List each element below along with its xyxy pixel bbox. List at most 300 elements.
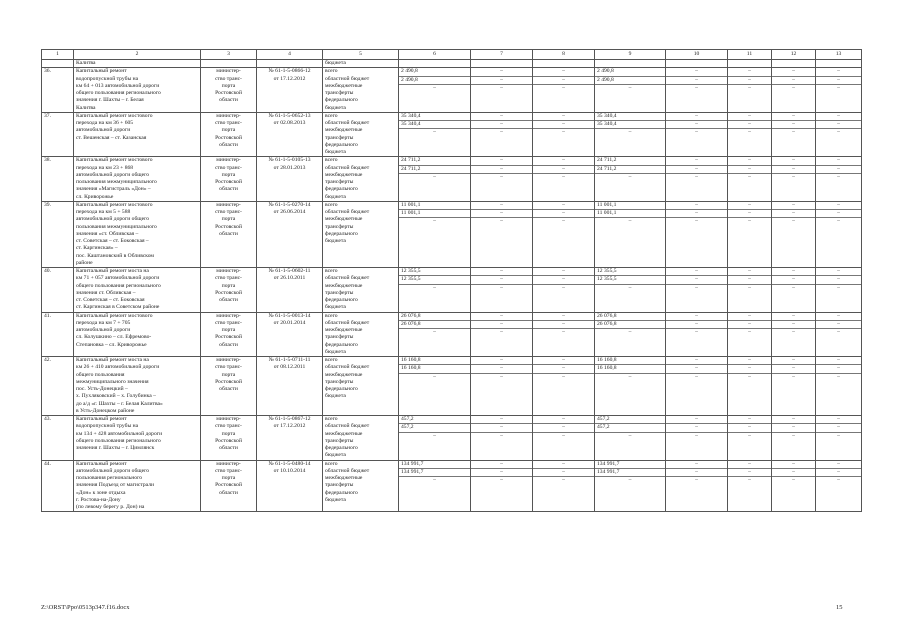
value-line: – [816,424,861,432]
value-line: – [816,321,861,329]
value-line: – [666,321,727,329]
value-line: – [748,373,751,380]
value-cell [772,68,816,113]
cell-line: Капитальный ремонт моста на [76,357,149,363]
cell-line: автомобильной дороги общего [76,467,150,474]
value-cell [728,201,772,267]
value-line: 134 991,7 [595,469,665,477]
value-line: – [433,432,436,439]
table-body [42,60,862,512]
value-line: – [837,329,840,335]
cell-line: федерального [325,489,358,496]
cell-line: порта [221,282,236,289]
cell-line: министер- [216,268,241,274]
value-line: – [533,313,594,321]
value-line: 24 711,2 [399,157,470,165]
value-line: – [816,365,861,373]
value-line: – [772,357,815,365]
cell-line: пос. Каштановский в Обливском [76,252,154,259]
value-line: – [666,313,727,321]
object-name [74,201,201,267]
value-cell [772,416,816,461]
cell-line: бюджета [325,348,346,355]
value-line: – [500,373,503,380]
cell-line: порта [221,127,236,134]
cell-line: трансферты [325,482,354,489]
customer [201,357,257,416]
document-number [257,357,323,416]
cell-line: значения г. Шахты – г. Цимлянск [76,445,155,451]
cell-line: (по левому берегу р. Дон) на [76,504,145,510]
cell-line: Капитальный ремонт мостового [76,157,153,164]
cell-line: значения ст. Обливская – [76,289,136,296]
value-line: – [792,218,795,225]
value-line: 11 001,1 [595,210,665,218]
value-line: – [816,461,861,469]
cell-line: порта [221,327,236,333]
funding-source [323,201,399,267]
cell-line: областной бюджет [325,319,370,326]
value-line: – [533,365,594,373]
value-line: – [500,173,503,180]
value-line: – [728,68,771,76]
value-line: – [816,166,861,174]
header-cell: 6 [399,50,471,60]
value-line: – [562,218,565,225]
value-line: – [772,121,815,129]
value-cell [816,68,862,113]
customer [201,416,257,461]
table-row [42,312,862,357]
cell-line: от 08.12.2011 [273,364,306,371]
continuation-source: бюджета [323,60,399,68]
cell-line: водопропускной трубы на [76,75,139,82]
cell-line: областной бюджет [325,364,370,371]
value-cell [595,112,666,157]
value-line: – [792,477,795,483]
cell-line: порта [221,216,236,223]
value-line: – [816,77,861,85]
customer [201,68,257,113]
value-line: – [837,373,840,380]
value-line: 26 076,8 [595,321,665,329]
value-cell [595,357,666,416]
cell-line: Степановка – сл. Криворожье [76,341,147,348]
value-line: – [666,424,727,432]
value-line: – [695,284,698,291]
value-cell [816,460,862,512]
value-line: – [728,276,771,284]
value-line: 12 355,5 [595,276,665,284]
value-cell [533,357,595,416]
value-line: – [500,84,503,91]
funding-source [323,268,399,313]
customer [201,460,257,512]
cell-line: области [219,445,238,451]
header-cell: 7 [471,50,533,60]
cell-line: межбюджетные [325,430,363,437]
cell-line: до а/д «г. Шахты – г. Белая Калитва» [76,400,163,407]
value-line: 2 490,8 [399,68,470,76]
value-line: 24 711,2 [399,166,470,174]
value-line: – [772,268,815,276]
customer [201,157,257,202]
value-line: – [728,157,771,165]
header-cell: 3 [201,50,257,60]
value-line: – [728,365,771,373]
value-line: 26 076,8 [595,313,665,321]
value-cell [595,268,666,313]
object-name [74,112,201,157]
value-line: 11 001,1 [399,210,470,218]
value-line: 11 001,1 [399,202,470,210]
value-line: – [533,461,594,469]
cell-line: районе [76,259,93,266]
cell-line: всего [325,357,338,363]
cell-line: от 26.10.2011 [273,275,306,282]
value-line: – [837,173,840,180]
cell-line: порта [221,82,236,89]
value-line: 35 340,4 [595,121,665,129]
cell-line: межбюджетные [325,127,363,134]
value-line: – [562,329,565,335]
row-number: 38. [42,157,74,202]
cell-line: г. Ростова-на-Дону [76,496,121,503]
value-line: – [628,173,632,180]
cell-line: бюджета [325,149,346,155]
cell-line: общего пользования [76,371,125,378]
header-cell: 8 [533,50,595,60]
value-line: 2 490,8 [595,68,665,76]
funding-source [323,357,399,416]
value-cell [399,112,471,157]
cell-line: ство транс- [215,120,242,126]
value-line: – [816,121,861,129]
value-line: – [728,321,771,329]
cell-line: области [219,489,238,496]
cell-line: ство транс- [215,319,242,326]
object-name [74,157,201,202]
value-cell [533,68,595,113]
header-cell: 9 [595,50,666,60]
value-line: – [772,416,815,424]
value-line: – [666,77,727,85]
cell-line: трансферты [325,90,354,96]
value-cell [533,201,595,267]
cell-line: автомобильной дороги общего [76,216,150,223]
value-line: – [433,284,436,291]
cell-line: от 10.10.2014 [273,467,306,474]
value-line: – [533,157,594,165]
cell-line: км 64 + 013 автомобильной дороги [76,82,160,89]
table-row [42,201,862,267]
cell-line: всего [325,312,338,319]
value-line: – [471,276,532,284]
cell-line: федерального [325,230,358,237]
value-line: – [628,129,632,136]
value-line: – [433,329,436,335]
value-cell [772,112,816,157]
value-cell [772,268,816,313]
cell-line: трансферты [325,289,354,296]
value-line: – [816,157,861,165]
document-number [257,68,323,113]
customer [201,201,257,267]
cell-line: Калитва [76,104,96,111]
value-line: – [471,357,532,365]
cell-line: бюджета [325,193,346,200]
value-line: – [772,365,815,373]
value-cell [666,460,728,512]
cell-line: сл. Колушкино – сл. Ефремово- [76,334,152,341]
cell-line: пользования межмуниципального [76,223,157,230]
cell-line: ст. Советская – ст. Боковская – [76,238,149,244]
cell-line: бюджета [325,304,346,311]
cell-line: № 61-1-5-0013-14 [268,312,311,319]
cell-line: порта [221,171,236,178]
value-line: – [471,424,532,432]
value-line: – [837,477,840,483]
cell-line: от 17.12.2012 [273,75,306,82]
value-line: – [533,121,594,129]
value-line: 26 076,8 [399,313,470,321]
value-cell [471,268,533,313]
document-page [41,49,861,512]
cell-line: общего пользования регионального [76,437,161,444]
value-line: 16 160,8 [399,357,470,365]
value-line: – [772,166,815,174]
value-cell [728,460,772,512]
value-line: 16 160,8 [399,365,470,373]
value-line: – [666,276,727,284]
cell-line: министер- [216,157,241,164]
value-line: – [666,461,727,469]
value-line: – [533,469,594,477]
header-cell: 12 [772,50,816,60]
value-cell [595,201,666,267]
funding-source [323,112,399,157]
value-cell [399,416,471,461]
object-name [74,460,201,512]
value-line: – [728,113,771,121]
value-line: – [772,313,815,321]
value-line: – [533,416,594,424]
value-line: – [772,276,815,284]
cell-line: министер- [216,312,241,319]
funding-source [323,68,399,113]
value-cell [728,68,772,113]
value-line: – [471,268,532,276]
header-cell: 1 [42,50,74,60]
value-cell [772,157,816,202]
value-cell [533,312,595,357]
cell-line: общего пользования регионального [76,282,161,289]
value-cell [816,112,862,157]
value-cell [772,201,816,267]
value-line: – [837,284,840,291]
cell-line: Ростовской [215,134,242,141]
value-cell [728,357,772,416]
budget-table [41,49,862,512]
cell-line: х. Пухляковский – х. Голубинка – [76,393,156,400]
value-line: 11 001,1 [595,202,665,210]
value-line: – [728,469,771,477]
value-cell [533,268,595,313]
value-line: 457,2 [595,416,665,424]
cell-line: межмуниципального значения [76,378,149,385]
value-line: – [562,432,565,439]
value-line: – [471,461,532,469]
funding-source [323,157,399,202]
cell-line: федерального [325,141,358,148]
value-line: – [666,121,727,129]
value-line: 457,2 [595,424,665,432]
value-line: – [772,469,815,477]
cell-line: бюджета [325,452,346,459]
row-number: 39. [42,201,74,267]
document-number [257,112,323,157]
value-line: – [792,284,795,291]
object-name [74,357,201,416]
cell-line: перехода на км 36 + 605 [76,120,134,126]
cell-line: автомобильной дороги общего [76,171,150,178]
value-line: – [533,77,594,85]
value-cell [728,268,772,313]
row-number: 43. [42,416,74,461]
value-line: – [748,432,751,439]
cell-line: «Дон» к зоне отдыха [76,489,126,496]
value-line: – [433,84,436,91]
value-line: – [471,321,532,329]
row-number: 37. [42,112,74,157]
value-line: – [728,268,771,276]
value-line: – [772,424,815,432]
value-cell [595,416,666,461]
value-line: 134 991,7 [399,461,470,469]
value-line: – [772,113,815,121]
value-cell [471,112,533,157]
cell-line: области [219,186,238,193]
cell-line: Капитальный ремонт моста на [76,268,149,274]
value-cell [666,68,728,113]
value-line: – [816,469,861,477]
value-line: – [728,210,771,218]
value-line: – [471,469,532,477]
row-number: 42. [42,357,74,416]
value-line: – [695,129,698,136]
cell-line: Капитальный ремонт мостового [76,312,153,319]
value-cell [471,201,533,267]
value-line: – [666,113,727,121]
value-line: – [628,218,632,225]
footer-file-path: Z:\ORST\Ppo\0513p347.f16.docx [41,604,130,611]
cell-line: министер- [216,201,241,208]
value-line: – [433,373,436,380]
cell-line: значения «ст. Обливская – [76,230,139,237]
value-line: – [533,357,594,365]
value-line: 35 340,4 [399,121,470,129]
value-cell [399,460,471,512]
header-cell: 11 [728,50,772,60]
value-line: – [792,84,795,91]
table-row [42,416,862,461]
document-number [257,157,323,202]
cell-line: межбюджетные [325,475,363,481]
value-line: – [433,129,436,136]
value-line: – [471,166,532,174]
cell-line: бюджета [325,104,346,111]
funding-source [323,460,399,512]
value-line: – [792,432,795,439]
value-line: – [666,68,727,76]
value-line: – [748,329,751,335]
value-line: – [471,365,532,373]
value-line: – [666,416,727,424]
value-line: – [837,129,840,136]
value-line: – [500,129,503,136]
funding-source [323,312,399,357]
header-cell: 2 [74,50,201,60]
value-line: – [792,173,795,180]
value-line: – [500,284,503,291]
value-cell [728,112,772,157]
cell-line: федерального [325,97,358,104]
value-line: 26 076,8 [399,321,470,329]
value-line: – [628,373,632,380]
value-line: – [816,357,861,365]
cell-line: ство транс- [215,75,242,82]
cell-line: межбюджетные [325,327,363,333]
cell-line: перехода на км 5 + 588 [76,209,131,215]
value-cell [471,460,533,512]
value-line: – [728,202,771,210]
value-line: – [562,373,565,380]
value-line: – [772,461,815,469]
value-cell [471,68,533,113]
cell-line: перехода на км 23 + 868 [76,164,134,171]
value-line: – [628,84,632,91]
cell-line: ство транс- [215,275,242,282]
cell-line: межбюджетные [325,82,363,89]
cell-line: министер- [216,416,241,422]
value-line: – [666,357,727,365]
value-line: – [562,173,565,180]
header-cell: 4 [257,50,323,60]
value-cell [471,416,533,461]
value-line: – [533,202,594,210]
cell-line: в Усть-Донецком районе [76,407,135,414]
continuation-row [42,60,862,68]
value-cell [666,268,728,313]
cell-line: федерального [325,445,358,451]
value-cell [816,157,862,202]
value-line: – [666,210,727,218]
value-cell [816,201,862,267]
object-name [74,416,201,461]
value-cell [666,157,728,202]
cell-line: всего [325,460,338,467]
cell-line: значения «Магистраль «Дон» – [76,186,151,193]
page-number: 15 [836,604,843,611]
value-line: – [728,424,771,432]
value-line: – [816,113,861,121]
value-line: 12 355,5 [399,268,470,276]
header-cell: 5 [323,50,399,60]
object-name [74,312,201,357]
value-cell [772,312,816,357]
value-line: – [500,218,503,225]
cell-line: пользования межмуниципального [76,179,157,185]
